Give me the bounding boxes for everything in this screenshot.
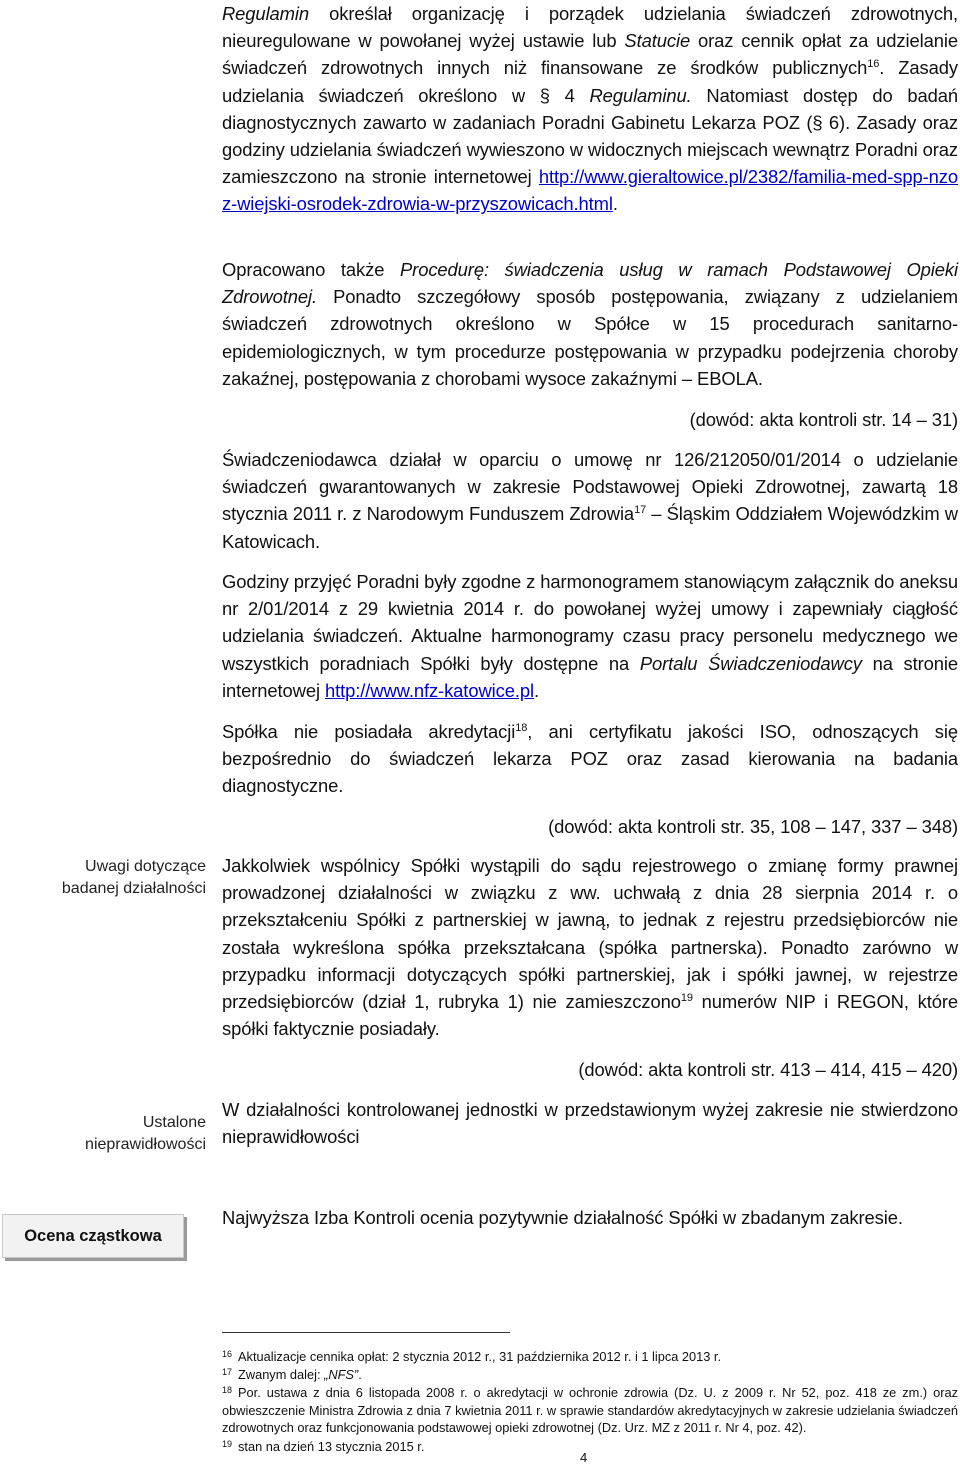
evidence-line-1: (dowód: akta kontroli str. 14 – 31) bbox=[689, 409, 958, 430]
ocena-czastkowa-box: Ocena cząstkowa bbox=[2, 1214, 184, 1258]
paragraph-ocena: Najwyższa Izba Kontroli ocenia pozytywnie działalność Spółki w zbadanym zakresie. bbox=[222, 1207, 903, 1228]
gieraltowice-link[interactable]: http://www.gieraltowice.pl/2382/familia-med-spp-nzoz-wiejski-osrodek-zdrowia-w-przyszowicach.html bbox=[222, 166, 958, 215]
footnote-ref-18[interactable]: 18 bbox=[515, 722, 528, 734]
footnote-17: $^{17}$ Zwanym dalej: „NFS”. bbox=[222, 1367, 362, 1382]
footnote-ref-16[interactable]: 16 bbox=[867, 58, 880, 71]
paragraph-nieprawidlowosci: W działalności kontrolowanej jednostki w przedstawionym wyżej zakresie nie stwierdzono nieprawidłowości bbox=[222, 1099, 958, 1148]
evidence-line-3: (dowód: akta kontroli str. 413 – 414, 415 – 420) bbox=[578, 1059, 958, 1080]
footnote-18: $^{18}$ Por. ustawa z dnia 6 listopada 2008 r. o akredytacji w ochronie zdrowia (Dz. U. z 2009 r. Nr 52, poz. 418 ze zm.) oraz obwieszczenie Ministra Zdrowia z dnia 7 kwietnia 2011 r. w sprawie standardów akredytacyjnych w zakresie udzielania świadczeń zdrowotnych oraz funkcjonowania podstawowej opieki zdrowotnej (Dz. Urz. MZ z 2011 r. Nr 4, poz. 42). bbox=[222, 1385, 958, 1436]
section-sign: § bbox=[812, 111, 823, 133]
section-sign: § bbox=[539, 84, 550, 106]
page-number: 4 bbox=[580, 1450, 588, 1465]
footnote-ref-17[interactable]: 17 bbox=[634, 504, 647, 517]
paragraph-umowa: Świadczeniodawca działał w oparciu o umowę nr 126/212050/01/2014 o udzielanie świadczeń gwarantowanych w zakresie Podstawowej Opieki Zdrowotnej, zawartą 18 stycznia 2011 r. z Narodowym Funduszem Zdrowia$^{17}$ – Śląskim Oddziałem Wojewódzkim w Katowicach. bbox=[222, 449, 958, 552]
footnote-ref-19[interactable]: 19 bbox=[680, 992, 693, 1005]
paragraph-akredytacja: Spółka nie posiadała akredytacji$^{18}$, ani certyfikatu jakości ISO, odnoszących się bezpośrednio do świadczeń lekarza POZ oraz zasad kierowania na badania diagnostyczne. bbox=[222, 721, 958, 797]
nfz-katowice-link[interactable]: http://www.nfz-katowice.pl bbox=[324, 679, 534, 701]
side-label-uwagi: Uwagi dotyczące badanej działalności bbox=[61, 858, 206, 897]
paragraph-regulamin: Regulamin określał organizację i porządek udzielania świadczeń zdrowotnych, nieuregulowane w powołanej wyżej ustawie lub Statucie oraz cennik opłat za udzielanie świadczeń zdrowotnych innych niż finansowane ze środków publicznych$^{16}$. Zasady udzielania świadczeń określono w § 4 Regulaminu. Natomiast dostęp do badań diagnostycznych zawarto w zadaniach Poradni Gabinetu Lekarza POZ (§ 6). Zasady oraz godziny udzielania świadczeń wywieszono w widocznych miejscach wewnątrz Poradni oraz zamieszczono na stronie internetowej http://www.gieraltowice.pl/2382/familia-med-spp-nzoz-wiejski-osrodek-zdrowia-w-przyszowicach.html. bbox=[222, 3, 958, 215]
footnote-16: $^{16}$ Aktualizacje cennika opłat: 2 stycznia 2012 r., 31 października 2012 r. i 1 lipca 2013 r. bbox=[222, 1349, 722, 1364]
side-label-ustalone: Ustalone nieprawidłowości bbox=[85, 1114, 206, 1153]
evidence-line-2: (dowód: akta kontroli str. 35, 108 – 147, 337 – 348) bbox=[548, 816, 958, 837]
footnote-separator bbox=[222, 1332, 510, 1333]
paragraph-procedury: Opracowano także Procedurę: świadczenia usług w ramach Podstawowej Opieki Zdrowotnej. Ponadto szczegółowy sposób postępowania, związany z udzielaniem świadczeń zdrowotnych określono w Spółce w 15 procedurach sanitarno-epidemiologicznych, w tym procedurze postępowania w przypadku podejrzenia choroby zakaźnej, postępowania z chorobami wysoce zakaźnymi – EBOLA. bbox=[222, 259, 958, 389]
paragraph-wspolnicy: Jakkolwiek wspólnicy Spółki wystąpili do sądu rejestrowego o zmianę formy prawnej prowadzonej działalności w związku z ww. uchwałą z dnia 28 sierpnia 2014 r. o przekształceniu Spółki z partnerskiej w jawną, to jednak z rejestru przedsiębiorców nie została wykreślona spółka przekształcana (spółka partnerska). Ponadto zarówno w przypadku informacji dotyczących spółki partnerskiej, jak i spółki jawnej, w rejestrze przedsiębiorców (dział 1, rubryka 1) nie zamieszczono$^{19}$ numerów NIP i REGON, które spółki faktycznie posiadały. bbox=[222, 855, 959, 1040]
footnote-19: $^{19}$ stan na dzień 13 stycznia 2015 r. bbox=[222, 1439, 425, 1454]
paragraph-godziny: Godziny przyjęć Poradni były zgodne z harmonogramem stanowiącym załącznik do aneksu nr 2/01/2014 z 29 kwietnia 2014 r. do powołanej wyżej umowy i zapewniały ciągłość udzielania świadczeń. Aktualne harmonogramy czasu pracy personelu medycznego we wszystkich poradniach Spółki były dostępne na Portalu Świadczeniodawcy na stronie internetowej http://www.nfz-katowice.pl. bbox=[222, 571, 958, 701]
